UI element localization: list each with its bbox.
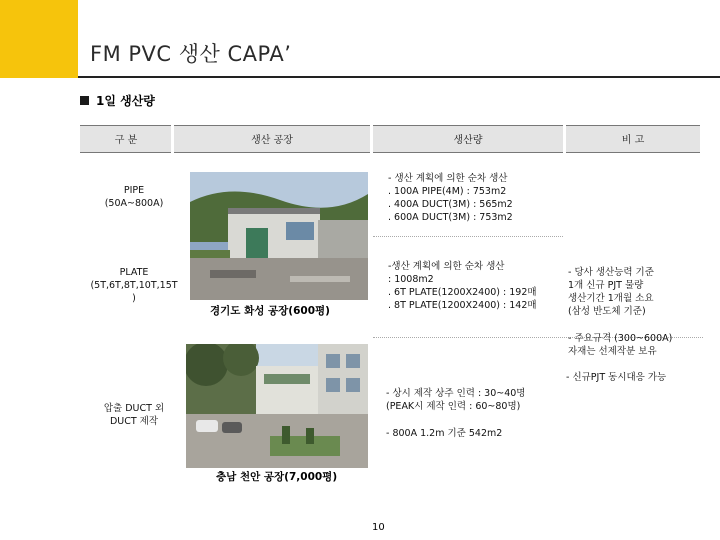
- column-header-production: 생산량: [453, 135, 483, 146]
- page-title: FM PVC 생산 CAPA’: [90, 42, 292, 66]
- page-number: 10: [372, 522, 385, 533]
- remarks-stock: - 주요규격 (300~600A) 자재는 선제작분 보유: [568, 333, 673, 357]
- title-divider: [78, 76, 720, 78]
- yellow-corner-tab: [0, 0, 78, 78]
- category-pipe: PIPE (50A~800A): [104, 185, 164, 209]
- bullet-square-icon: [80, 96, 89, 105]
- production-duct: - 상시 제작 상주 인력 : 30~40명 (PEAK시 제작 인력 : 60~80명) - 800A 1.2m 기준 542m2: [386, 388, 526, 439]
- factory-caption-cheonan: 충남 천안 공장(7,000평): [216, 471, 338, 483]
- factory-caption-hwaseong: 경기도 화성 공장(600평): [210, 305, 330, 317]
- remarks-concurrent: - 신규PJT 동시대응 가능: [566, 372, 667, 383]
- factory-photo-cheonan: [186, 344, 368, 468]
- column-header-remarks: 비 고: [621, 135, 645, 146]
- production-plate: -생산 계획에 의한 순차 생산 : 1008m2 . 6T PLATE(1200X2400) : 192매 . 8T PLATE(1200X2400) : 142매: [388, 261, 537, 311]
- production-pipe: - 생산 계획에 의한 순차 생산 . 100A PIPE(4M) : 753m2 . 400A DUCT(3M) : 565m2 . 600A DUCT(3M) : 753m2: [388, 173, 513, 223]
- remarks-capacity: - 당사 생산능력 기준 1개 신규 PJT 물량 생산기간 1개월 소요 (삼성 반도체 기준): [568, 267, 654, 317]
- section-title: 1일 생산량: [96, 94, 155, 108]
- row-separator: [373, 236, 563, 237]
- column-header-category: 구 분: [114, 135, 138, 146]
- category-duct: 압출 DUCT 외 DUCT 제작: [103, 403, 165, 427]
- factory-photo-hwaseong: [190, 172, 368, 300]
- category-plate: PLATE (5T,6T,8T,10T,15T ): [90, 267, 178, 304]
- column-header-factory: 생산 공장: [251, 135, 293, 146]
